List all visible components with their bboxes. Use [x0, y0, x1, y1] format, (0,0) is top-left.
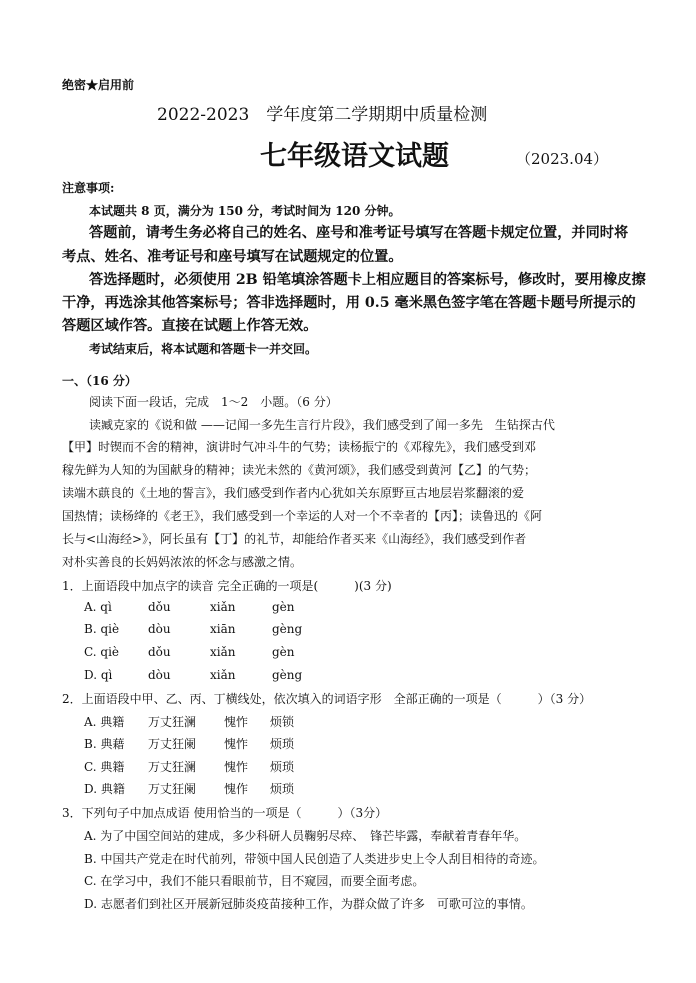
passage-instruction: 阅读下面一段话，完成 1～2 小题。（6 分）	[89, 395, 338, 409]
notice-paragraph-2b: 考点、姓名、准考证号和座号填写在试题规定的位置。	[62, 249, 403, 265]
passage-line-6: 长与<山海经>》，阿长虽有【丁】的礼节，却能给作者买来《山海经》，我们感受到作者	[62, 532, 527, 546]
exam-date: （2023.04）	[516, 150, 609, 168]
notice-paragraph-3c: 答题区域作答。直接在试题上作答无效。	[62, 318, 318, 334]
term-title: 2022-2023 学年度第二学期期中质量检测	[157, 105, 488, 125]
notice-paragraph-3b: 干净，再选涂其他答案标号；答非选择题时，用 0.5 毫米黑色签字笔在答题卡题号所提示的	[62, 295, 636, 311]
question-1-stem: 1．上面语段中加点字的读音 完全正确的一项是( )(3 分)	[62, 579, 392, 593]
question-2-option-d[interactable]: D. 典籍 万丈狂阑 愧作 烦琐	[84, 782, 295, 796]
notice-paragraph-3a: 答选择题时，必须使用 2B 铅笔填涂答题卡上相应题目的答案标号，修改时，要用橡皮擦	[89, 272, 646, 288]
question-1-option-d[interactable]: D. qì dòu xiǎn gèng	[84, 668, 303, 682]
passage-line-3: 稼先鲜为人知的为国献身的精神；读光未然的《黄河颂》，我们感受到黄河【乙】的气势；	[62, 463, 537, 477]
question-3-option-b[interactable]: B. 中国共产党走在时代前列，带领中国人民创造了人类进步史上令人刮目相待的奇迹。	[84, 852, 545, 866]
notice-paragraph-4: 考试结束后，将本试题和答题卡一并交回。	[89, 342, 318, 356]
question-3-option-d[interactable]: D. 志愿者们到社区开展新冠肺炎疫苗接种工作，为群众做了许多 可歌可泣的事情。	[84, 897, 533, 911]
notice-paragraph-1: 本试题共 8 页，满分为 150 分，考试时间为 120 分钟。	[89, 204, 401, 218]
page-title: 七年级语文试题	[260, 141, 449, 172]
question-2-option-c[interactable]: C. 典籍 万丈狂澜 愧怍 烦琐	[84, 760, 295, 774]
passage-line-4: 读端木蕻良的《土地的誓言》，我们感受到作者内心犹如关东原野亘古地层岩浆翻滚的爱	[62, 486, 525, 500]
notice-heading: 注意事项:	[62, 181, 115, 195]
question-1-option-a[interactable]: A. qì dǒu xiǎn gèn	[84, 600, 295, 614]
question-2-option-b[interactable]: B. 典藉 万丈狂阑 愧怍 烦琐	[84, 737, 295, 751]
question-2-stem: 2．上面语段中甲、乙、丙、丁横线处，依次填入的词语字形 全部正确的一项是（ ）（3 分）	[62, 692, 592, 706]
section-heading: 一、（16 分）	[62, 374, 137, 388]
question-3-option-c[interactable]: C. 在学习中，我们不能只看眼前节，目不窥园，而要全面考虑。	[84, 874, 425, 888]
confidential-label: 绝密★启用前	[62, 78, 135, 92]
passage-line-1: 读臧克家的《说和做 ——记闻一多先生言行片段》，我们感受到了闻一多先 生钻探古代	[89, 418, 555, 432]
question-2-option-a[interactable]: A. 典籍 万丈狂澜 愧怍 烦锁	[84, 715, 295, 729]
passage-line-7: 对朴实善良的长妈妈浓浓的怀念与感激之情。	[62, 555, 303, 569]
question-1-option-c[interactable]: C. qiè dǒu xiǎn gèn	[84, 645, 295, 659]
notice-paragraph-2a: 答题前，请考生务必将自己的姓名、座号和准考证号填写在答题卡规定位置，并同时将	[89, 225, 629, 241]
question-3-option-a[interactable]: A. 为了中国空间站的建成，多少科研人员鞠躬尽瘁、 锋芒毕露，奉献着青春年华。	[84, 829, 527, 843]
question-3-stem: 3．下列句子中加点成语 使用恰当的一项是（ ）（3分）	[62, 806, 388, 820]
passage-line-5: 国热情；读杨绛的《老王》，我们感受到一个幸运的人对一个不幸者的【丙】；读鲁迅的《阿	[62, 509, 543, 523]
question-1-option-b[interactable]: B. qiè dòu xiān gèng	[84, 622, 303, 636]
passage-line-2: 【甲】时锲而不舍的精神，演讲时气冲斗牛的气势；读杨振宁的《邓稼先》，我们感受到邓	[62, 440, 537, 454]
